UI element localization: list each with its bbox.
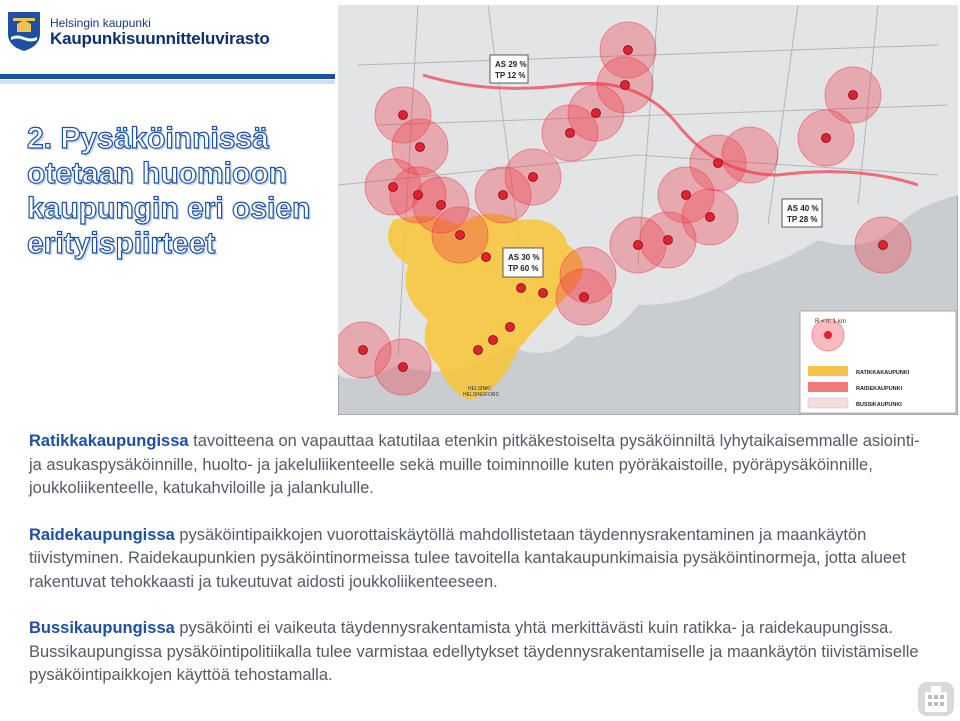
- paragraph-lead: Raidekaupungissa: [29, 525, 175, 544]
- parking-zone-map: [338, 5, 958, 415]
- header-divider-light: [0, 80, 335, 84]
- title-line: 2. Pysäköinnissä: [27, 122, 269, 155]
- slide-title: [27, 121, 337, 261]
- paragraph-tram-city: [29, 430, 929, 501]
- east-as-label: AS 40 %: [787, 204, 819, 213]
- north-tp-label: TP 12 %: [495, 71, 526, 80]
- center-as-label: AS 30 %: [508, 253, 540, 262]
- department-name: Kaupunkisuunnitteluvirasto: [50, 29, 270, 48]
- paragraph-text: pysäköinti ei vaikeuta täydennysrakentamista yhtä merkittävästi kuin ratikka- ja raidekaupungissa. Bussikaupungissa pysäköintipolitiikalla tulee varmistaa edellytykset täydennysrakentamiselle ja maankäytön tiivistämiselle pysäköintipaikkojen käyttöä tehostamalla.: [29, 619, 919, 684]
- header-divider: [0, 74, 335, 79]
- map-legend: [800, 311, 956, 413]
- legend-station-dot: [824, 331, 832, 339]
- north-as-label: AS 29 %: [495, 60, 527, 69]
- legend-label-tram: RATIKKAKAUPUNKI: [856, 370, 910, 376]
- title-line: kaupungin eri osien: [27, 192, 311, 225]
- paragraph-lead: Ratikkakaupungissa: [29, 432, 189, 450]
- stats-box-east: [782, 199, 822, 227]
- east-tp-label: TP 28 %: [787, 215, 818, 224]
- center-tp-label: TP 60 %: [508, 264, 539, 273]
- helsinki-crest-icon: [6, 10, 42, 52]
- title-line: otetaan huomioon: [27, 157, 287, 190]
- legend-swatch-bus: [808, 398, 848, 408]
- legend-swatch-rail: [808, 382, 848, 392]
- city-center-label-fi: HELSINKI: [468, 386, 491, 392]
- paragraph-rail-city: [29, 524, 929, 595]
- body-text: [29, 430, 929, 711]
- paragraph-lead: Bussikaupungissa: [29, 619, 175, 637]
- stats-box-center: [503, 248, 543, 277]
- header: [0, 0, 335, 80]
- paragraph-text: pysäköintipaikkojen vuorottaiskäytöllä mahdollistetaan täydennysrakentaminen ja maankäytön tiivistyminen. Raidekaupunkien pysäköintinormeissa tulee tavoitella kantakaupunkimaisia pysäköintinormeja, jotta alueet rakentuvat tehokkaasti ja tukeutuvat aidosti joukkoliikenteeseen.: [29, 525, 906, 591]
- building-icon: [916, 680, 956, 718]
- paragraph-bus-city: [29, 617, 929, 688]
- city-center-label-sv: HELSINGFORS: [463, 392, 499, 398]
- paragraph-text: tavoitteena on vapauttaa katutilaa etenkin pitkäkestoiselta pysäköinniltä lyhytaikaisemmalle asiointi- ja asukaspysäköinnille, huolto- ja jakeluliikenteelle sekä muille toiminnoille kuten pyöräkaistoille, pyöräpysäköinnille, joukkoliikenteelle, katukahviloille ja jalankululle.: [29, 432, 920, 497]
- legend-label-rail: RAIDEKAUPUNKI: [856, 386, 903, 392]
- legend-label-bus: BUSSIKAUPUNKI: [856, 402, 902, 408]
- stats-box-north: [490, 55, 528, 83]
- org-name: Helsingin kaupunki: [50, 16, 151, 30]
- legend-radius-label: R = n. 1 km: [815, 319, 846, 325]
- legend-swatch-tram: [808, 366, 848, 376]
- title-line: erityispiirteet: [27, 227, 216, 260]
